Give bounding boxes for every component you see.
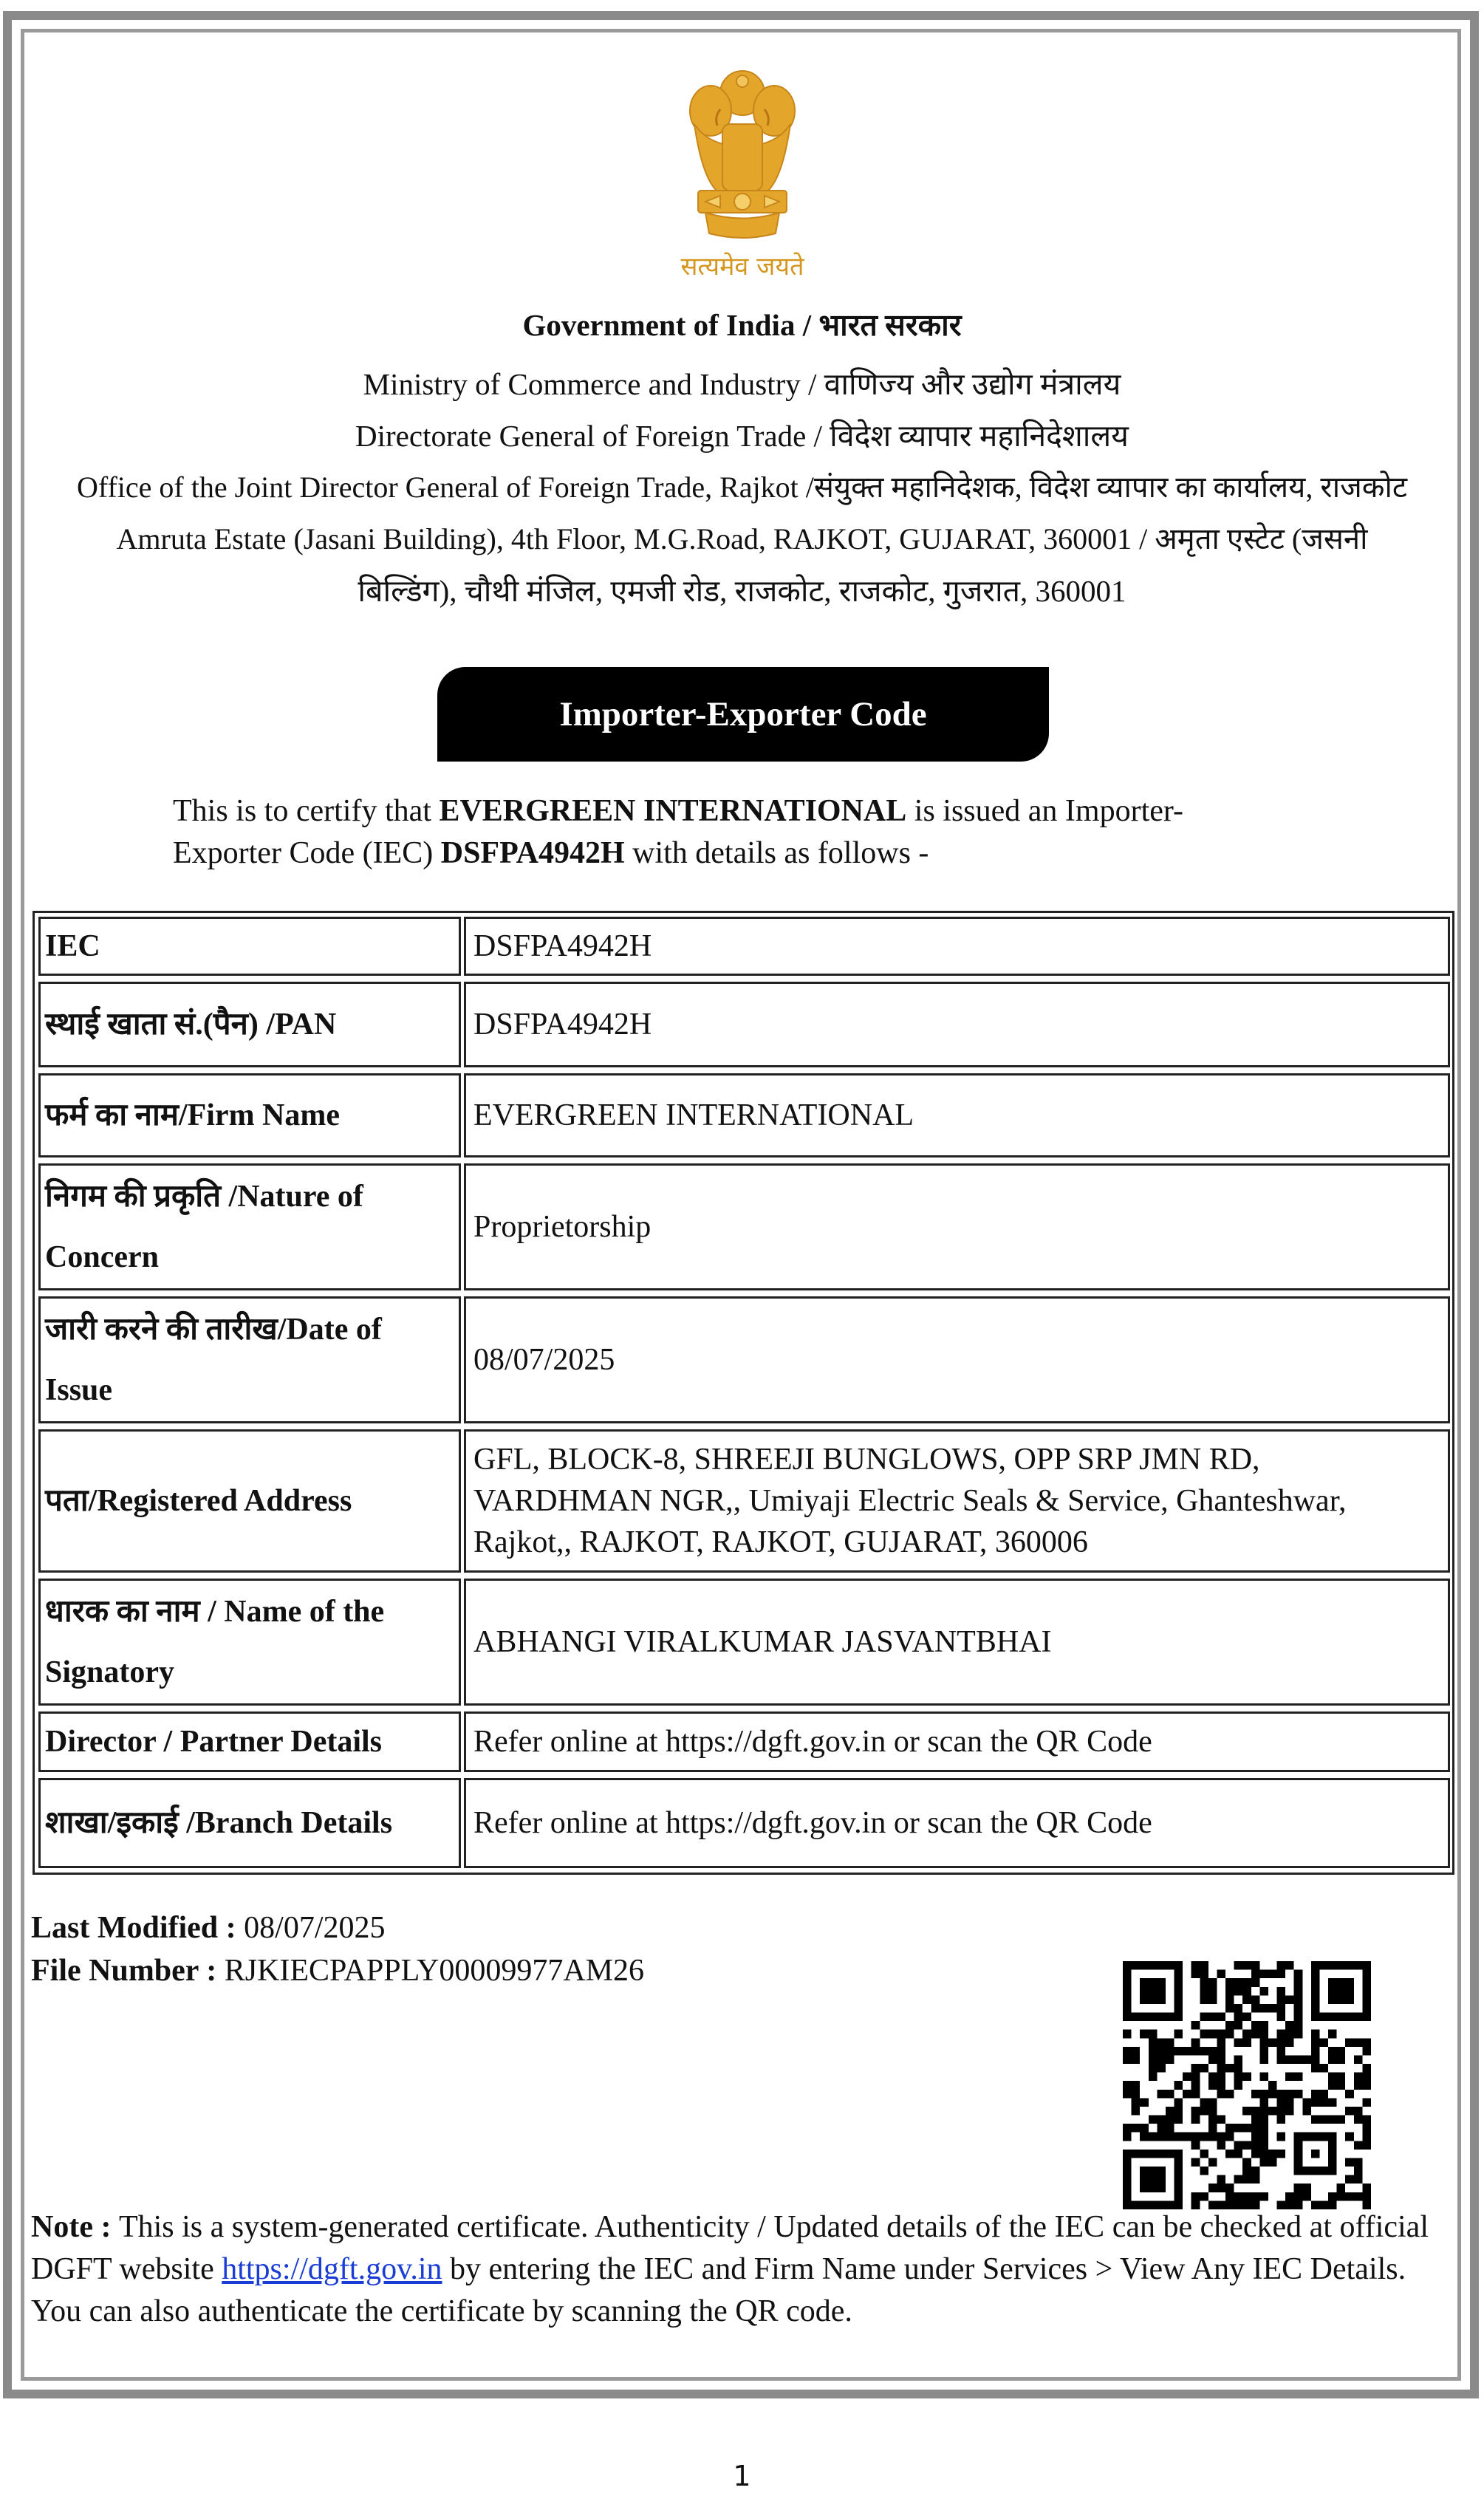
branch-details-label: शाखा/इकाई /Branch Details — [38, 1778, 461, 1868]
registered-address-value: GFL, BLOCK-8, SHREEJI BUNGLOWS, OPP SRP JMN RD, VARDHMAN NGR,, Umiyaji Electric Seals & Service, Ghanteshwar, Rajkot,, RAJKOT, RAJKOT, GUJARAT, 360006 — [464, 1429, 1450, 1573]
branch-details-value: Refer online at https://dgft.gov.in or scan the QR Code — [464, 1778, 1450, 1868]
certification-statement — [173, 790, 1281, 875]
registered-address-label: पता/Registered Address — [38, 1429, 461, 1573]
iec-banner — [437, 667, 1049, 762]
ministry-name: Ministry of Commerce and Industry / वाणिज्य और उद्योग मंत्रालय — [363, 367, 1121, 401]
note-paragraph — [31, 2206, 1435, 2333]
office-address-line2: बिल्डिंग), चौथी मंजिल, एमजी रोड, राजकोट, राजकोट, गुजरात, 360001 — [358, 574, 1126, 608]
cert-text-4: with details as follows - — [624, 836, 929, 870]
file-number — [31, 1950, 644, 1991]
firm-name-label: फर्म का नाम/Firm Name — [38, 1073, 461, 1157]
office-address-line1: Amruta Estate (Jasani Building), 4th Floor, M.G.Road, RAJKOT, GUJARAT, 360001 / अमृता एस्टेट (जसनी — [116, 522, 1368, 555]
iec-label: IEC — [38, 917, 461, 976]
nature-of-concern-label: निगम की प्रकृति /Nature of Concern — [38, 1163, 461, 1290]
last-modified-label: Last Modified : — [31, 1911, 245, 1945]
director-details-label: Director / Partner Details — [38, 1711, 461, 1772]
dgft-website-link[interactable]: https://dgft.gov.in — [222, 2252, 442, 2286]
cert-text-2: is issued an Importer- — [906, 794, 1184, 828]
cert-text-1: This is to certify that — [173, 794, 440, 828]
cert-firm-name: EVERGREEN INTERNATIONAL — [439, 794, 907, 828]
file-number-value: RJKIECPAPPLY00009977AM26 — [224, 1954, 645, 1988]
note-text-1: This is a system-generated certificate. Authenticity / Updated details of the IEC can be checked at official DGFT website — [31, 2210, 1429, 2286]
signatory-label: धारक का नाम / Name of the Signatory — [38, 1579, 461, 1706]
file-number-label: File Number : — [31, 1954, 225, 1988]
pan-label: स्थाई खाता सं.(पैन) /PAN — [38, 982, 461, 1067]
signatory-value: ABHANGI VIRALKUMAR JASVANTBHAI — [464, 1579, 1450, 1706]
nature-of-concern-value: Proprietorship — [464, 1163, 1450, 1290]
office-name: Office of the Joint Director General of Foreign Trade, Rajkot /संयुक्त महानिदेशक, विदेश व्यापार का कार्यालय, राजकोट — [76, 471, 1408, 504]
cert-iec-code: DSFPA4942H — [440, 836, 625, 870]
date-of-issue-label: जारी करने की तारीख/Date of Issue — [38, 1296, 461, 1423]
date-of-issue-value: 08/07/2025 — [464, 1296, 1450, 1423]
page-number: 1 — [733, 2460, 751, 2492]
note-text-2: by entering the IEC and Firm Name under Services > View Any IEC Details. You can also authenticate the certificate by scanning the QR code. — [31, 2252, 1406, 2328]
note-label: Note : — [31, 2210, 119, 2244]
qr-code-icon[interactable] — [1123, 1961, 1371, 2209]
pan-value: DSFPA4942H — [464, 982, 1450, 1067]
last-modified-value: 08/07/2025 — [244, 1911, 386, 1945]
cert-text-3: Exporter Code (IEC) — [173, 836, 441, 870]
emblem-motto: सत्यमेव जयते — [680, 252, 804, 281]
banner-title: Importer-Exporter Code — [559, 695, 927, 733]
last-modified — [31, 1907, 386, 1949]
iec-value: DSFPA4942H — [464, 917, 1450, 976]
directorate-name: Directorate General of Foreign Trade / विदेश व्यापार महानिदेशालय — [355, 419, 1129, 453]
director-details-value: Refer online at https://dgft.gov.in or scan the QR Code — [464, 1711, 1450, 1772]
government-title: Government of India / भारत सरकार — [522, 308, 962, 342]
firm-name-value: EVERGREEN INTERNATIONAL — [464, 1073, 1450, 1157]
